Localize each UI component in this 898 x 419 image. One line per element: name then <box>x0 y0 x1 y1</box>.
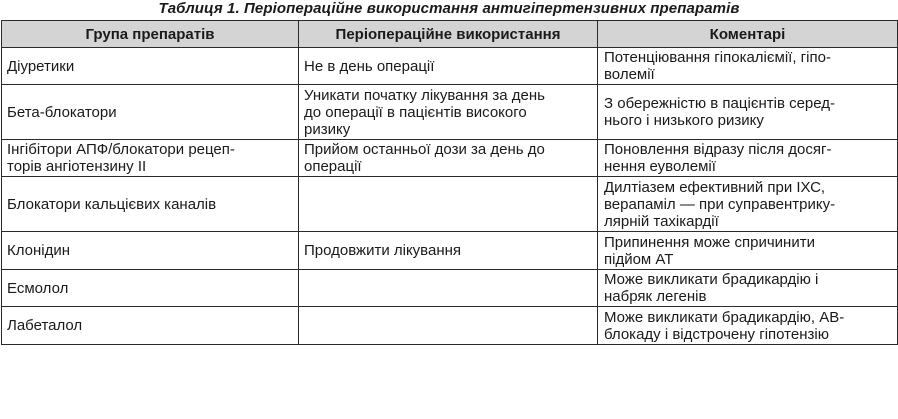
table-row <box>2 232 898 270</box>
col-header-drug-group: Група препаратів <box>2 21 299 48</box>
header-row <box>2 21 898 48</box>
cell-drug-group: Бета-блокатори <box>2 85 299 140</box>
cell-comment: Потенціювання гіпокаліємії, гіпо- волемії <box>598 48 898 85</box>
cell-perioperative-use: Продовжити лікування <box>299 232 598 270</box>
table-row <box>2 177 898 232</box>
cell-comment: З обережністю в пацієнтів серед- нього і низького ризику <box>598 85 898 140</box>
cell-perioperative-use <box>299 307 598 345</box>
cell-drug-group: Діуретики <box>2 48 299 85</box>
cell-drug-group: Лабеталол <box>2 307 299 345</box>
table-row <box>2 48 898 85</box>
table-row <box>2 85 898 140</box>
cell-perioperative-use <box>299 177 598 232</box>
cell-perioperative-use: Прийом останньої дози за день до операції <box>299 140 598 177</box>
table-row <box>2 307 898 345</box>
cell-comment: Дилтіазем ефективний при ІХС, верапаміл — при суправентрику- лярній тахікардії <box>598 177 898 232</box>
col-header-comments: Коментарі <box>598 21 898 48</box>
drug-table <box>1 20 898 345</box>
cell-drug-group: Клонідин <box>2 232 299 270</box>
table-row <box>2 140 898 177</box>
cell-drug-group: Інгібітори АПФ/блокатори рецеп- торів ангіотензину II <box>2 140 299 177</box>
cell-perioperative-use: Уникати початку лікування за день до операції в пацієнтів високого ризику <box>299 85 598 140</box>
cell-comment: Може викликати брадикардію і набряк легенів <box>598 270 898 307</box>
cell-drug-group: Есмолол <box>2 270 299 307</box>
cell-comment: Може викликати брадикардію, АВ- блокаду і відстрочену гіпотензію <box>598 307 898 345</box>
cell-comment: Припинення може спричинити підйом АТ <box>598 232 898 270</box>
table-row <box>2 270 898 307</box>
cell-perioperative-use <box>299 270 598 307</box>
table-caption: Таблиця 1. Періопераційне використання антигіпертензивних препаратів <box>158 0 740 17</box>
col-header-perioperative-use: Періопераційне використання <box>299 21 598 48</box>
cell-drug-group: Блокатори кальцієвих каналів <box>2 177 299 232</box>
cell-comment: Поновлення відразу після досяг- нення еуволемії <box>598 140 898 177</box>
cell-perioperative-use: Не в день операції <box>299 48 598 85</box>
